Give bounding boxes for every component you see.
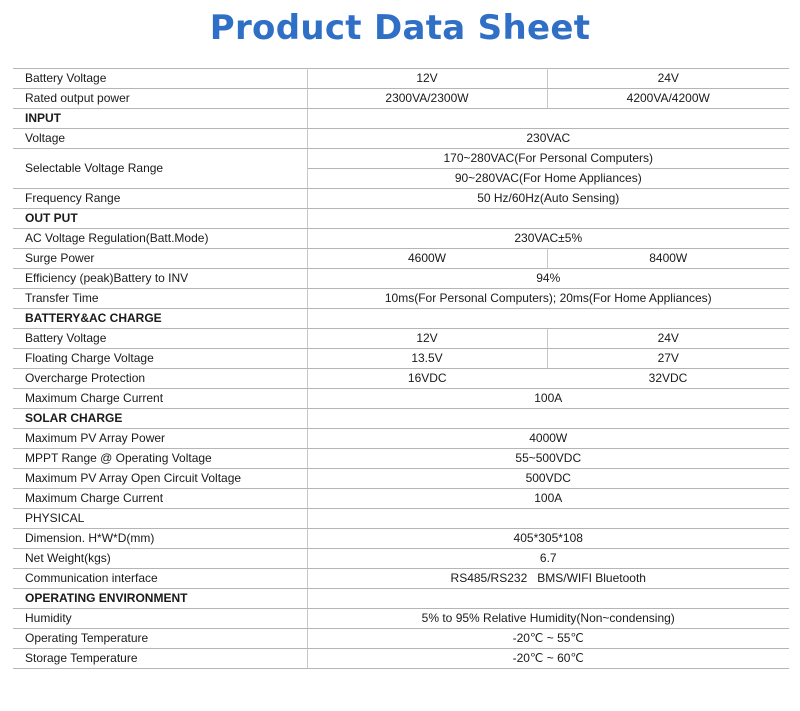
table-row xyxy=(13,389,789,409)
table-row xyxy=(13,289,789,309)
table-row xyxy=(13,649,789,669)
empty-cell xyxy=(307,589,789,609)
row-value: 10ms(For Personal Computers); 20ms(For Home Appliances) xyxy=(307,289,789,309)
section-header-row xyxy=(13,109,789,129)
row-value: 90~280VAC(For Home Appliances) xyxy=(307,169,789,189)
empty-cell xyxy=(307,509,789,529)
row-value: 6.7 xyxy=(307,549,789,569)
table-row xyxy=(13,69,789,89)
row-label: Maximum Charge Current xyxy=(13,389,307,409)
value-24v: 27V xyxy=(547,349,789,369)
row-label: Dimension. H*W*D(mm) xyxy=(13,529,307,549)
row-value: RS485/RS232 BMS/WIFI Bluetooth xyxy=(307,569,789,589)
value-12v: 16VDC xyxy=(307,369,547,389)
table-row xyxy=(13,229,789,249)
row-label: MPPT Range @ Operating Voltage xyxy=(13,449,307,469)
row-label: Storage Temperature xyxy=(13,649,307,669)
table-row xyxy=(13,149,789,169)
empty-cell xyxy=(307,209,789,229)
row-label: Maximum PV Array Power xyxy=(13,429,307,449)
row-value: 5% to 95% Relative Humidity(Non~condensing) xyxy=(307,609,789,629)
empty-cell xyxy=(307,409,789,429)
section-header-physical: PHYSICAL xyxy=(13,509,307,529)
row-label: Battery Voltage xyxy=(13,329,307,349)
table-row xyxy=(13,269,789,289)
row-label: Net Weight(kgs) xyxy=(13,549,307,569)
section-header-solar-charge: SOLAR CHARGE xyxy=(13,409,307,429)
table-row xyxy=(13,629,789,649)
table-row xyxy=(13,129,789,149)
table-row xyxy=(13,349,789,369)
page-title: Product Data Sheet xyxy=(209,8,591,48)
row-label: Efficiency (peak)Battery to INV xyxy=(13,269,307,289)
table-row xyxy=(13,429,789,449)
empty-cell xyxy=(307,309,789,329)
table-row xyxy=(13,189,789,209)
value-24v: 32VDC xyxy=(547,369,789,389)
row-label: Battery Voltage xyxy=(13,69,307,89)
row-label: Frequency Range xyxy=(13,189,307,209)
table-row xyxy=(13,369,789,389)
row-label: Floating Charge Voltage xyxy=(13,349,307,369)
table-row xyxy=(13,329,789,349)
value-12v: 12V xyxy=(307,69,547,89)
section-header-row xyxy=(13,589,789,609)
value-12v: 4600W xyxy=(307,249,547,269)
row-value: 230VAC xyxy=(307,129,789,149)
table-row xyxy=(13,569,789,589)
row-value: -20℃ ~ 60℃ xyxy=(307,649,789,669)
section-header-row xyxy=(13,409,789,429)
value-12v: 13.5V xyxy=(307,349,547,369)
row-label: Rated output power xyxy=(13,89,307,109)
section-header-output: OUT PUT xyxy=(13,209,307,229)
value-24v: 8400W xyxy=(547,249,789,269)
row-value: 170~280VAC(For Personal Computers) xyxy=(307,149,789,169)
value-24v: 4200VA/4200W xyxy=(547,89,789,109)
table-row xyxy=(13,449,789,469)
row-value: 55~500VDC xyxy=(307,449,789,469)
table-row xyxy=(13,89,789,109)
table-row xyxy=(13,249,789,269)
row-value: -20℃ ~ 55℃ xyxy=(307,629,789,649)
section-header-row xyxy=(13,309,789,329)
row-label: Maximum Charge Current xyxy=(13,489,307,509)
row-label: Humidity xyxy=(13,609,307,629)
table-row xyxy=(13,549,789,569)
row-value: 500VDC xyxy=(307,469,789,489)
value-12v: 12V xyxy=(307,329,547,349)
row-label: Voltage xyxy=(13,129,307,149)
section-header-operating-environment: OPERATING ENVIRONMENT xyxy=(13,589,307,609)
row-label: AC Voltage Regulation(Batt.Mode) xyxy=(13,229,307,249)
value-12v: 2300VA/2300W xyxy=(307,89,547,109)
section-header-input: INPUT xyxy=(13,109,307,129)
row-value: 94% xyxy=(307,269,789,289)
row-value: 230VAC±5% xyxy=(307,229,789,249)
row-label: Communication interface xyxy=(13,569,307,589)
row-label: Selectable Voltage Range xyxy=(13,149,307,189)
row-value: 50 Hz/60Hz(Auto Sensing) xyxy=(307,189,789,209)
value-24v: 24V xyxy=(547,329,789,349)
empty-cell xyxy=(307,109,789,129)
row-value: 100A xyxy=(307,489,789,509)
section-header-row xyxy=(13,209,789,229)
section-header-battery-ac-charge: BATTERY&AC CHARGE xyxy=(13,309,307,329)
table-row xyxy=(13,529,789,549)
table-row xyxy=(13,489,789,509)
row-value: 405*305*108 xyxy=(307,529,789,549)
row-label: Surge Power xyxy=(13,249,307,269)
row-value: 100A xyxy=(307,389,789,409)
row-label: Overcharge Protection xyxy=(13,369,307,389)
table-row xyxy=(13,609,789,629)
table-row xyxy=(13,469,789,489)
section-header-row xyxy=(13,509,789,529)
spec-table xyxy=(13,68,789,669)
value-24v: 24V xyxy=(547,69,789,89)
row-value: 4000W xyxy=(307,429,789,449)
row-label: Maximum PV Array Open Circuit Voltage xyxy=(13,469,307,489)
row-label: Transfer Time xyxy=(13,289,307,309)
row-label: Operating Temperature xyxy=(13,629,307,649)
